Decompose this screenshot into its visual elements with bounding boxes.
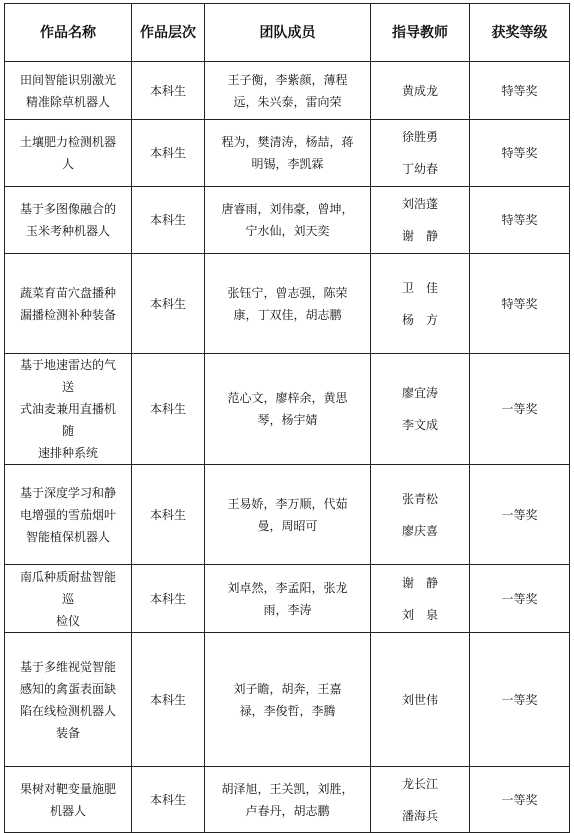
team-members-cell-line: 胡泽旭，王关凯，刘胜， — [221, 781, 354, 796]
table-row — [5, 767, 570, 833]
advisor-cell — [371, 187, 470, 254]
table-row — [5, 565, 570, 633]
team-members-cell-line: 程为，樊清涛，杨喆，蒋 — [221, 135, 354, 149]
team-members-cell — [205, 767, 371, 833]
work-name-cell-line: 蔬菜育苗穴盘播种 — [19, 285, 116, 300]
work-name-cell-line: 电增强的雪茄烟叶 — [19, 507, 116, 522]
advisor-cell-line: 徐胜勇 — [401, 130, 438, 144]
work-name-cell-line: 基于深度学习和静 — [19, 485, 116, 500]
advisor-cell-line: 黄成龙 — [401, 83, 438, 98]
advisor-cell-line: 刘 泉 — [401, 607, 438, 622]
work-name-cell-line: 速排种系统 — [37, 446, 98, 460]
team-members-cell-line: 禄，李俊哲，李腾 — [239, 703, 336, 718]
team-members-cell-line: 张钰宁，曾志强，陈荣 — [227, 285, 348, 300]
advisor-cell-line: 廖宜涛 — [401, 386, 438, 400]
work-name-cell-line: 基于地速雷达的气送 — [19, 358, 116, 394]
table-row — [5, 120, 570, 187]
work-name-cell — [5, 354, 132, 465]
work-name-cell-line: 式油麦兼用直播机随 — [19, 402, 116, 438]
advisor-cell-line: 卫 佳 — [401, 280, 438, 295]
advisor-cell — [371, 254, 470, 354]
header-work-name: 作品名称 — [5, 4, 132, 62]
advisor-cell-line: 刘世伟 — [401, 692, 438, 707]
award-level-cell: 特等奖 — [470, 62, 570, 120]
header-row — [5, 4, 570, 62]
work-name-cell-line: 智能植保机器人 — [25, 529, 110, 544]
work-name-cell-line: 果树对靶变量施肥 — [19, 781, 116, 796]
award-level-cell: 一等奖 — [470, 633, 570, 767]
advisor-cell-line: 谢 静 — [401, 575, 438, 590]
table-row — [5, 633, 570, 767]
work-name-cell-line: 感知的禽蛋表面缺 — [19, 681, 116, 696]
work-name-cell-line: 土壤肥力检测机器人 — [19, 135, 116, 171]
team-members-cell-line: 刘卓然，李孟阳，张龙 — [227, 580, 348, 595]
award-level-cell: 一等奖 — [470, 767, 570, 833]
work-name-cell — [5, 62, 132, 120]
work-name-cell-line: 基于多维视觉智能 — [19, 659, 116, 674]
award-level-cell: 一等奖 — [470, 465, 570, 565]
work-name-cell — [5, 254, 132, 354]
team-members-cell — [205, 633, 371, 767]
work-level-cell: 本科生 — [132, 465, 205, 565]
team-members-cell-line: 曼，周昭可 — [257, 518, 318, 533]
work-level-cell: 本科生 — [132, 62, 205, 120]
work-name-cell-line: 南瓜种质耐盐智能巡 — [19, 569, 116, 606]
award-level-cell: 一等奖 — [470, 565, 570, 633]
header-advisor: 指导教师 — [371, 4, 470, 62]
team-members-cell — [205, 120, 371, 187]
team-members-cell-line: 康，丁双佳，胡志鹏 — [233, 307, 342, 322]
work-level-cell: 本科生 — [132, 187, 205, 254]
advisor-cell-line: 刘浩蓬 — [401, 197, 438, 211]
table-row — [5, 254, 570, 354]
team-members-cell-line: 王易娇，李万顺，代茹 — [227, 496, 348, 511]
work-name-cell-line: 田间智能识别激光 — [19, 72, 116, 87]
advisor-cell-line: 廖庆喜 — [401, 523, 438, 538]
header-award-level: 获奖等级 — [470, 4, 570, 62]
work-name-cell — [5, 187, 132, 254]
work-name-cell — [5, 565, 132, 633]
header-team-members: 团队成员 — [205, 4, 371, 62]
table-row — [5, 354, 570, 465]
table-row — [5, 62, 570, 120]
work-name-cell — [5, 633, 132, 767]
work-level-cell: 本科生 — [132, 120, 205, 187]
team-members-cell-line: 唐睿雨，刘伟豪，曾坤， — [221, 202, 354, 216]
table-row — [5, 187, 570, 254]
team-members-cell — [205, 565, 371, 633]
advisor-cell — [371, 62, 470, 120]
team-members-cell-line: 明锡，李凯霖 — [251, 157, 324, 171]
advisor-cell-line: 丁幼春 — [401, 162, 438, 176]
team-members-cell — [205, 254, 371, 354]
work-level-cell: 本科生 — [132, 254, 205, 354]
work-name-cell-line: 机器人 — [49, 803, 86, 818]
work-name-cell-line: 检仪 — [55, 613, 80, 628]
advisor-cell-line: 潘海兵 — [401, 808, 438, 823]
team-members-cell-line: 琴，杨宇婧 — [257, 413, 318, 427]
work-level-cell: 本科生 — [132, 354, 205, 465]
work-name-cell-line: 陷在线检测机器人 — [19, 703, 116, 718]
team-members-cell-line: 刘子瞻，胡奔，王嘉 — [233, 681, 342, 696]
award-level-cell: 特等奖 — [470, 120, 570, 187]
advisor-cell-line: 杨 方 — [401, 312, 438, 327]
header-work-level: 作品层次 — [132, 4, 205, 62]
work-name-cell — [5, 120, 132, 187]
team-members-cell-line: 宁水仙，刘天奕 — [245, 224, 330, 238]
advisor-cell-line: 张青松 — [401, 491, 438, 506]
work-level-cell: 本科生 — [132, 633, 205, 767]
team-members-cell-line: 王子衡，李紫颜，薄程 — [227, 72, 348, 87]
advisor-cell-line: 谢 静 — [401, 229, 438, 243]
work-level-cell: 本科生 — [132, 565, 205, 633]
award-level-cell: 特等奖 — [470, 254, 570, 354]
advisor-cell — [371, 565, 470, 633]
award-level-cell: 一等奖 — [470, 354, 570, 465]
work-name-cell-line: 漏播检测补种装备 — [19, 307, 116, 322]
work-name-cell-line: 精准除草机器人 — [25, 94, 110, 109]
work-name-cell-line: 玉米考种机器人 — [25, 224, 110, 238]
team-members-cell-line: 范心文，廖梓余，黄思 — [227, 391, 348, 405]
team-members-cell-line: 雨，李涛 — [263, 602, 312, 617]
work-name-cell-line: 基于多图像融合的 — [19, 202, 116, 216]
advisor-cell — [371, 120, 470, 187]
award-level-cell: 特等奖 — [470, 187, 570, 254]
team-members-cell — [205, 465, 371, 565]
advisor-cell — [371, 633, 470, 767]
advisor-cell-line: 李文成 — [401, 418, 438, 432]
team-members-cell — [205, 354, 371, 465]
work-name-cell — [5, 465, 132, 565]
team-members-cell-line: 远，朱兴泰，雷向荣 — [233, 94, 342, 109]
advisor-cell-line: 龙长江 — [401, 776, 438, 791]
team-members-cell — [205, 187, 371, 254]
table-row — [5, 465, 570, 565]
advisor-cell — [371, 354, 470, 465]
work-name-cell-line: 装备 — [55, 725, 80, 740]
awards-table — [4, 3, 570, 833]
team-members-cell-line: 卢春丹，胡志鹏 — [245, 803, 330, 818]
advisor-cell — [371, 465, 470, 565]
work-level-cell: 本科生 — [132, 767, 205, 833]
work-name-cell — [5, 767, 132, 833]
team-members-cell — [205, 62, 371, 120]
advisor-cell — [371, 767, 470, 833]
